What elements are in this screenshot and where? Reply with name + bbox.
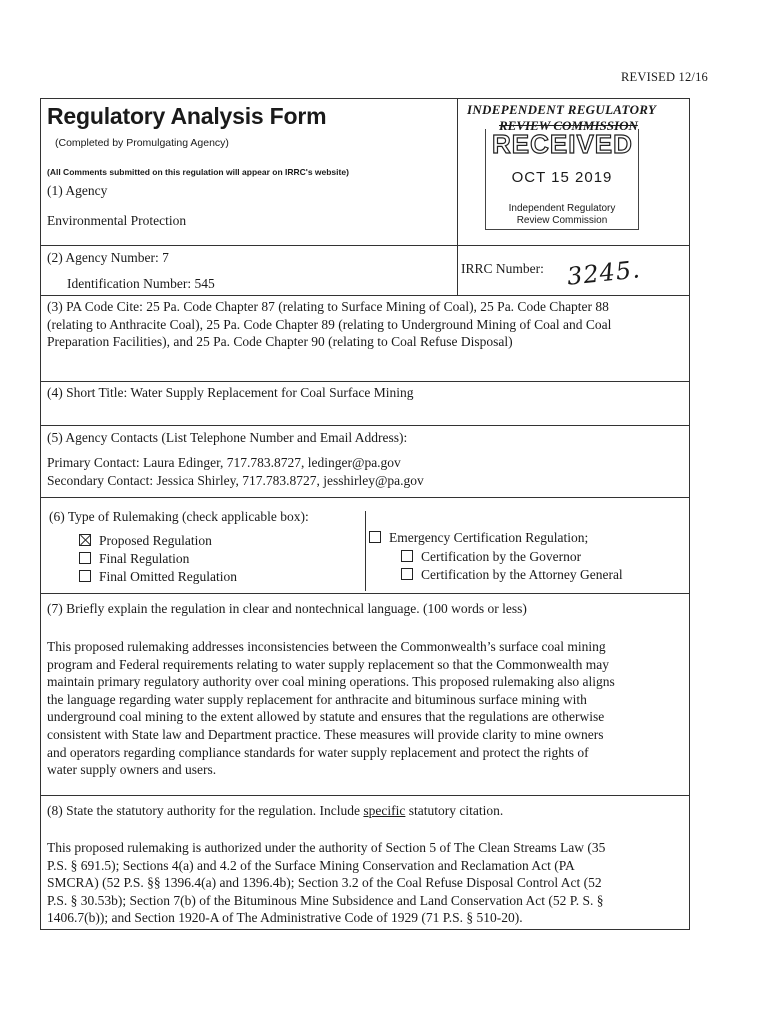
authority-label-underlined: specific — [363, 803, 406, 818]
option-certification-governor: Certification by the Governor — [421, 549, 582, 564]
checkbox-final-regulation[interactable] — [79, 552, 91, 564]
rulemaking-label: (6) Type of Rulemaking (check applicable box): — [49, 509, 309, 524]
explain-label: (7) Briefly explain the regulation in clear and nontechnical language. (100 words or less) — [47, 601, 527, 616]
explain-line: water supply owners and users. — [47, 762, 217, 778]
pa-code-cite — [47, 298, 687, 351]
irrc-heading-line2: REVIEW COMMISSION — [499, 118, 638, 133]
divider-short-title — [41, 381, 689, 382]
secondary-contact: Secondary Contact: Jessica Shirley, 717.783.8727, jesshirley@pa.gov — [47, 473, 424, 488]
divider-agency-number — [41, 245, 689, 246]
short-title: (4) Short Title: Water Supply Replacement for Coal Surface Mining — [47, 385, 414, 400]
revision-date: REVISED 12/16 — [621, 70, 708, 84]
stamp-org-line1: Independent Regulatory — [508, 203, 616, 214]
option-certification-attorney-general: Certification by the Attorney General — [421, 567, 623, 582]
explain-line: and operators regarding compliance standards for water supply replacement and protect the rights of — [47, 744, 589, 760]
divider-rulemaking-column — [365, 511, 366, 591]
pa-code-line: Preparation Facilities), and 25 Pa. Code Chapter 90 (relating to Coal Refuse Disposal) — [47, 334, 513, 350]
authority-line: P.S. § 30.53b); Section 7(b) of the Bituminous Mine Subsidence and Land Conservation Act (52 P. S. § — [47, 892, 604, 908]
checkbox-emergency-certification[interactable] — [369, 531, 381, 543]
authority-label — [47, 803, 503, 819]
checkbox-certification-governor[interactable] — [401, 550, 413, 562]
agency-label: (1) Agency — [47, 183, 108, 198]
authority-line: SMCRA) (52 P.S. §§ 1396.4(a) and 1396.4b); Section 3.2 of the Coal Refuse Disposal Control Act (52 — [47, 875, 602, 891]
contacts-label: (5) Agency Contacts (List Telephone Number and Email Address): — [47, 430, 408, 445]
authority-line: P.S. § 691.5); Sections 4(a) and 4.2 of the Surface Mining Conservation and Reclamation Act (PA — [47, 857, 575, 873]
explain-line: maintain primary regulatory authority over coal mining operations. This proposed rulemaking also aligns — [47, 674, 615, 690]
divider-irrc-column — [457, 99, 458, 295]
option-final-omitted-regulation: Final Omitted Regulation — [99, 569, 237, 584]
option-final-regulation: Final Regulation — [99, 551, 190, 566]
authority-paragraph — [47, 839, 687, 927]
authority-label-post: statutory citation. — [405, 803, 504, 818]
checkbox-certification-attorney-general[interactable] — [401, 568, 413, 580]
pa-code-line: (relating to Anthracite Coal), 25 Pa. Code Chapter 89 (relating to Underground Mining of Coal and Coal — [47, 316, 612, 332]
explain-line: the language regarding water supply replacement for anthracite and bituminous surface mining with — [47, 691, 587, 707]
checkbox-final-omitted-regulation[interactable] — [79, 570, 91, 582]
explain-paragraph — [47, 638, 687, 779]
identification-number: Identification Number: 545 — [67, 276, 215, 291]
divider-contacts — [41, 425, 689, 426]
option-proposed-regulation: Proposed Regulation — [99, 533, 212, 548]
irrc-number-label: IRRC Number: — [461, 261, 544, 276]
option-emergency-certification: Emergency Certification Regulation; — [389, 530, 589, 545]
comments-note: (All Comments submitted on this regulation will appear on IRRC's website) — [47, 167, 349, 177]
stamp-date: OCT 15 2019 — [511, 169, 613, 186]
pa-code-line: (3) PA Code Cite: 25 Pa. Code Chapter 87 (relating to Surface Mining of Coal), 25 Pa. Code Chapter 88 — [47, 299, 609, 314]
divider-explain — [41, 593, 689, 594]
divider-authority — [41, 795, 689, 796]
authority-line: This proposed rulemaking is authorized under the authority of Section 5 of The Clean Streams Law (35 — [47, 840, 606, 855]
divider-pa-code — [41, 295, 689, 296]
irrc-number-handwritten: 3245. — [565, 255, 642, 291]
agency-number: (2) Agency Number: 7 — [47, 250, 169, 265]
form-subtitle: (Completed by Promulgating Agency) — [55, 137, 229, 149]
authority-label-pre: (8) State the statutory authority for the regulation. Include — [47, 803, 364, 818]
agency-value: Environmental Protection — [47, 213, 187, 228]
authority-line: 1406.7(b)); and Section 1920-A of The Administrative Code of 1929 (71 P.S. § 510-20). — [47, 910, 523, 926]
stamp-received-word: RECEIVED — [492, 129, 633, 159]
divider-rulemaking — [41, 497, 689, 498]
explain-line: consistent with State law and Department practice. These measures will provide clarity to mine owners — [47, 726, 604, 742]
primary-contact: Primary Contact: Laura Edinger, 717.783.8727, ledinger@pa.gov — [47, 455, 401, 470]
stamp-organization — [486, 203, 638, 227]
explain-line: This proposed rulemaking addresses inconsistencies between the Commonwealth’s surface coal mining — [47, 639, 606, 654]
explain-line: program and Federal requirements relating to water supply replacement so that the Commonwealth may — [47, 656, 609, 672]
irrc-heading: INDEPENDENT REGULATORY — [467, 102, 657, 117]
explain-line: underground coal mining to the extent allowed by statute and ensures that the regulations are otherwise — [47, 709, 605, 725]
received-stamp — [485, 129, 639, 230]
form-title: Regulatory Analysis Form — [47, 103, 327, 129]
checkbox-proposed-regulation[interactable] — [79, 534, 91, 546]
regulatory-analysis-form — [40, 98, 690, 930]
stamp-org-line2: Review Commission — [516, 215, 608, 226]
